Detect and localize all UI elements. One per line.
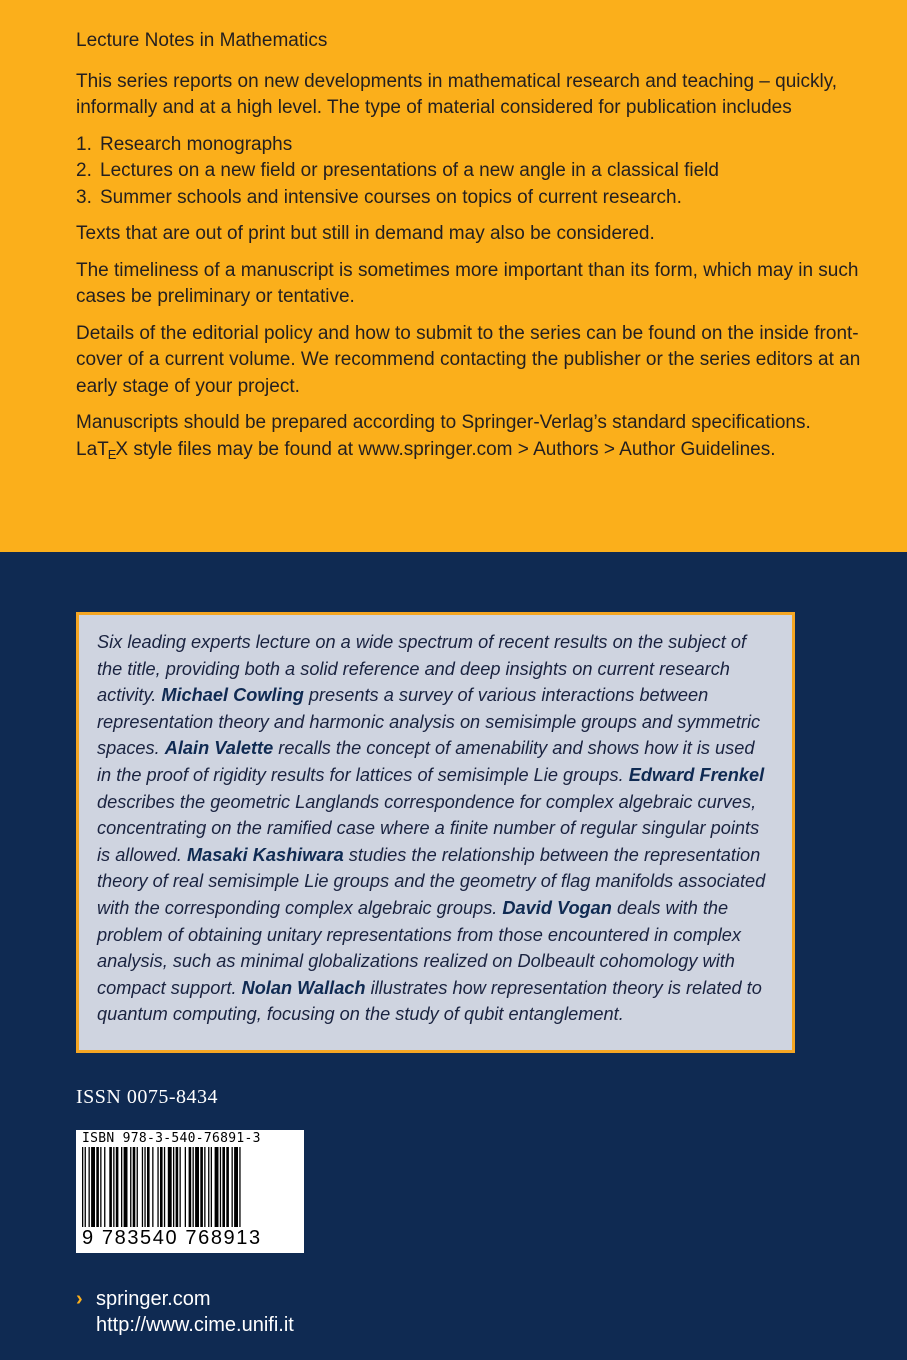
timeliness-note: The timeliness of a manuscript is sometimes more important than its form, which may in such cases be preliminary or tentative. [76,259,859,307]
springer-link[interactable]: springer.com [96,1288,211,1310]
author-name: Masaki Kashiwara [186,844,344,865]
cime-link-row[interactable] [76,1312,294,1338]
series-info-text [76,28,866,474]
out-of-print-note: Texts that are out of print but still in demand may also be considered. [76,223,655,244]
list-item: 3. Summer schools and intensive courses on topics of current research. [76,186,682,208]
list-item: 2. Lectures on a new field or presentations of a new angle in a classical field [76,160,719,181]
author-name: David Vogan [502,897,612,918]
manuscript-guidelines: Manuscripts should be prepared according to Springer-Verlag’s standard specifications. LaT$_E$X style files may be found at www.springer.com > Authors > Author Guidelines. [76,412,811,462]
isbn-barcode [76,1130,304,1253]
author-name: Alain Valette [164,738,274,759]
latex-logo: LaT$_E$X [76,438,129,462]
material-types-list [76,132,866,212]
barcode-bars-graphic [76,1147,304,1239]
isbn-label: ISBN 978-3-540-76891-3 [82,1131,261,1146]
springer-link-row[interactable] [76,1286,294,1312]
author-name: Nolan Wallach [241,977,366,998]
publisher-links [76,1286,294,1338]
series-intro: This series reports on new developments in mathematical research and teaching – quickly, informally and at a high level. The type of material considered for publication includes [76,70,838,118]
ean-digits: 9 783540 768913 [82,1227,262,1249]
cime-link[interactable]: http://www.cime.unifi.it [96,1314,294,1336]
series-info-panel [0,0,907,552]
book-abstract: Six leading experts lecture on a wide spectrum of recent results on the subject of the title, providing both a solid reference and deep insights on current research activity. Michael Cowling presents a survey of various interactions between representation theory and harmonic analysis on semisimple groups and symmetric spaces. Alain Valette recalls the concept of amenability and shows how it is used in the proof of rigidity results for lattices of semisimple Lie groups. Edward Frenkel describes the geometric Langlands correspondence for complex algebraic curves, concentrating on the ramified case where a finite number of regular singular points is allowed. Masaki Kashiwara studies the relationship between the representation theory of real semisimple Lie groups and the geometry of flag manifolds associated with the corresponding complex algebraic groups. David Vogan deals with the problem of obtaining unitary representations from those encountered in complex analysis, such as minimal globalizations realized on Dolbeault cohomology with compact support. Nolan Wallach illustrates how representation theory is related to quantum computing, focusing on the study of qubit entanglement. [76,612,795,1053]
list-item: 1. Research monographs [76,133,293,155]
author-name: Michael Cowling [161,685,304,706]
issn-number: ISSN 0075-8434 [76,1086,219,1108]
chevron-right-icon: › [76,1288,83,1310]
author-name: Edward Frenkel [628,764,765,785]
series-title: Lecture Notes in Mathematics [76,30,328,51]
editorial-policy-note: Details of the editorial policy and how to submit to the series can be found on the inside front-cover of a current volume. We recommend contacting the publisher or the series editors at an early stage of your project. [76,322,861,397]
